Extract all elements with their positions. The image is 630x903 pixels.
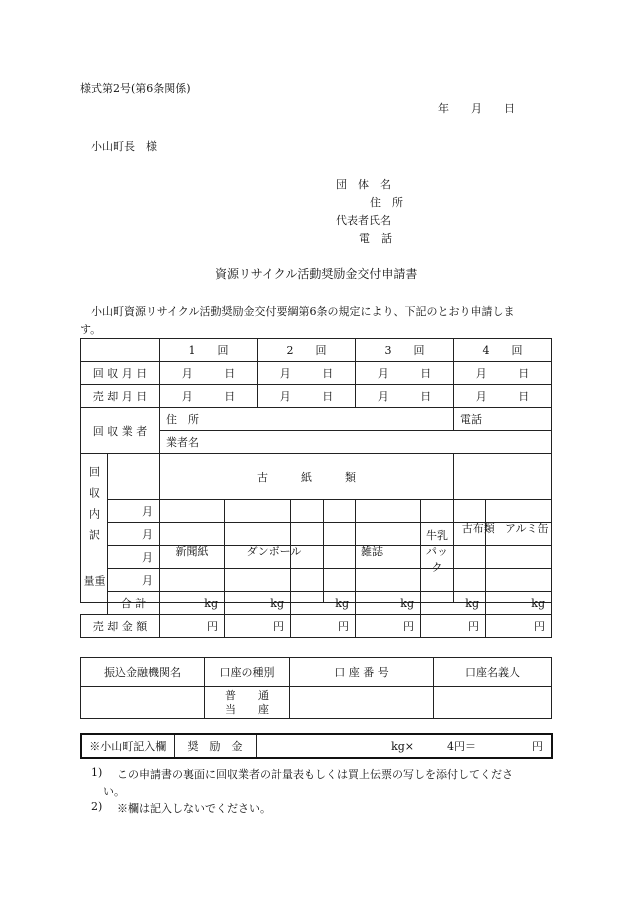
weight-cell[interactable] [486, 523, 552, 546]
account-type-field[interactable] [205, 687, 290, 719]
total-kg[interactable]: kg [486, 592, 552, 615]
weight-cell[interactable] [160, 500, 225, 523]
day-label: 日 [420, 390, 432, 403]
account-type-ordinary[interactable]: 普 通 [225, 688, 269, 702]
weight-cell[interactable] [421, 500, 486, 523]
day-label: 日 [518, 390, 530, 403]
total-kg[interactable]: kg [160, 592, 225, 615]
day-label: 日 [518, 367, 530, 380]
category-milk-carton: 牛乳パック [421, 500, 454, 603]
total-kg[interactable]: kg [421, 592, 486, 615]
collector-phone-field[interactable]: 電話 [454, 408, 552, 431]
sale-date-3[interactable] [356, 385, 454, 408]
weight-cell[interactable] [160, 569, 225, 592]
category-cardboard: ダンボール [225, 500, 324, 603]
reward-calculation [256, 734, 552, 758]
weight-cell[interactable] [225, 546, 291, 569]
sale-amount-cell[interactable]: 円 [225, 615, 291, 638]
collection-date-4[interactable] [454, 362, 552, 385]
sale-amount-cell[interactable]: 円 [291, 615, 356, 638]
weight-cell[interactable] [486, 569, 552, 592]
breakdown-label [81, 454, 108, 603]
form-number: 様式第2号(第6条関係) [80, 82, 191, 95]
office-use-label: ※小山町記入欄 [81, 734, 174, 758]
weight-cell[interactable] [160, 546, 225, 569]
applicant-address: 住 所 [370, 196, 403, 209]
note-1-text-cont: い。 [103, 785, 125, 798]
paper-group-header: 古 紙 類 [160, 454, 454, 500]
month-label: 月 [279, 390, 291, 403]
collection-date-2[interactable] [258, 362, 356, 385]
total-label: 合 計 [108, 592, 160, 615]
account-type-header: 口座の種別 [205, 658, 290, 687]
addressee: 小山町長 様 [91, 140, 157, 153]
weight-cell[interactable] [291, 500, 356, 523]
sale-amount-cell[interactable]: 円 [356, 615, 421, 638]
weight-row-month-label: 月 [108, 546, 160, 569]
sale-date-1[interactable] [160, 385, 258, 408]
reward-yen: 円 [532, 740, 543, 753]
sale-date-4[interactable] [454, 385, 552, 408]
category-magazine: 雑誌 [324, 500, 421, 603]
month-label: 月 [475, 367, 487, 380]
weight-row-month-label: 月 [108, 500, 160, 523]
sale-amount-label: 売 却 金 額 [81, 615, 160, 638]
day-label: 日 [224, 390, 236, 403]
total-kg[interactable]: kg [225, 592, 291, 615]
body-text-cont: す。 [80, 323, 102, 336]
total-kg[interactable]: kg [356, 592, 421, 615]
month-label: 月 [279, 367, 291, 380]
weight-table [107, 499, 552, 615]
weight-cell[interactable] [356, 546, 421, 569]
weight-cell[interactable] [291, 546, 356, 569]
collector-address-field[interactable]: 住 所 [160, 408, 454, 431]
body-text: 小山町資源リサイクル活動奨励金交付要綱第6条の規定により、下記のとおり申請しま [91, 305, 515, 318]
month-label: 月 [377, 390, 389, 403]
bank-institution-header: 振込金融機関名 [81, 658, 205, 687]
date-line: 年 月 日 [438, 102, 515, 115]
note-1-text: この申請書の裏面に回収業者の計量表もしくは買上伝票の写しを添付してくださ [117, 768, 513, 781]
day-label: 日 [420, 367, 432, 380]
applicant-group-name: 団 体 名 [336, 178, 391, 191]
collector-label: 回 収 業 者 [81, 408, 160, 454]
weight-cell[interactable] [421, 523, 486, 546]
weight-cell[interactable] [225, 569, 291, 592]
collection-date-3[interactable] [356, 362, 454, 385]
note-2-number: 2) [91, 800, 103, 813]
month-label: 月 [475, 390, 487, 403]
weight-cell[interactable] [225, 500, 291, 523]
day-label: 日 [322, 367, 334, 380]
weight-cell[interactable] [356, 500, 421, 523]
weight-row-month-label: 月 [108, 569, 160, 592]
weight-row-month-label: 月 [108, 523, 160, 546]
total-kg[interactable]: kg [291, 592, 356, 615]
note-1-number: 1) [91, 766, 103, 779]
weight-cell[interactable] [486, 500, 552, 523]
collection-date-1[interactable] [160, 362, 258, 385]
weight-cell[interactable] [356, 569, 421, 592]
day-label: 日 [224, 367, 236, 380]
round-4-header: 4 回 [454, 339, 552, 362]
weight-cell[interactable] [291, 569, 356, 592]
account-number-field[interactable] [290, 687, 434, 719]
weight-cell[interactable] [291, 523, 356, 546]
account-holder-header: 口座名義人 [434, 658, 552, 687]
weight-label-text: 重量 [82, 574, 106, 596]
weight-cell[interactable] [421, 546, 486, 569]
category-newspaper: 新聞紙 [160, 500, 225, 603]
collector-name-field[interactable]: 業者名 [160, 431, 552, 454]
sale-amount-cell[interactable]: 円 [160, 615, 225, 638]
cloth-label: 古布類 [461, 522, 495, 535]
collection-date-label: 回 収 月 日 [81, 362, 160, 385]
account-holder-field[interactable] [434, 687, 552, 719]
reward-calc-text: kg× 4円＝ [391, 740, 476, 753]
bank-table [80, 657, 552, 719]
office-use-table [80, 733, 553, 759]
reward-label: 奨 励 金 [174, 734, 256, 758]
sale-amount-cell[interactable]: 円 [421, 615, 486, 638]
sale-date-label: 売 却 月 日 [81, 385, 160, 408]
account-type-current[interactable]: 当 座 [225, 702, 269, 716]
day-label: 日 [322, 390, 334, 403]
note-2-text: ※欄は記入しないでください。 [117, 802, 271, 815]
weight-cell[interactable] [486, 546, 552, 569]
bank-institution-field[interactable] [81, 687, 205, 719]
corner-cell [81, 339, 160, 362]
form-title: 資源リサイクル活動奨励金交付申請書 [215, 267, 418, 281]
sale-amount-table [80, 614, 552, 638]
round-1-header: 1 回 [160, 339, 258, 362]
round-3-header: 3 回 [356, 339, 454, 362]
applicant-representative: 代表者氏名 [336, 214, 391, 227]
can-label: アルミ缶 [504, 522, 549, 535]
sale-date-2[interactable] [258, 385, 356, 408]
sale-amount-cell[interactable]: 円 [486, 615, 552, 638]
breakdown-label-text: 回収内訳 [87, 466, 101, 550]
weight-cell[interactable] [160, 523, 225, 546]
account-number-header: 口 座 番 号 [290, 658, 434, 687]
month-label: 月 [181, 367, 193, 380]
weight-cell[interactable] [356, 523, 421, 546]
weight-cell[interactable] [225, 523, 291, 546]
weight-cell[interactable] [421, 569, 486, 592]
month-label: 月 [181, 390, 193, 403]
applicant-phone: 電 話 [359, 232, 392, 245]
round-2-header: 2 回 [258, 339, 356, 362]
month-label: 月 [377, 367, 389, 380]
